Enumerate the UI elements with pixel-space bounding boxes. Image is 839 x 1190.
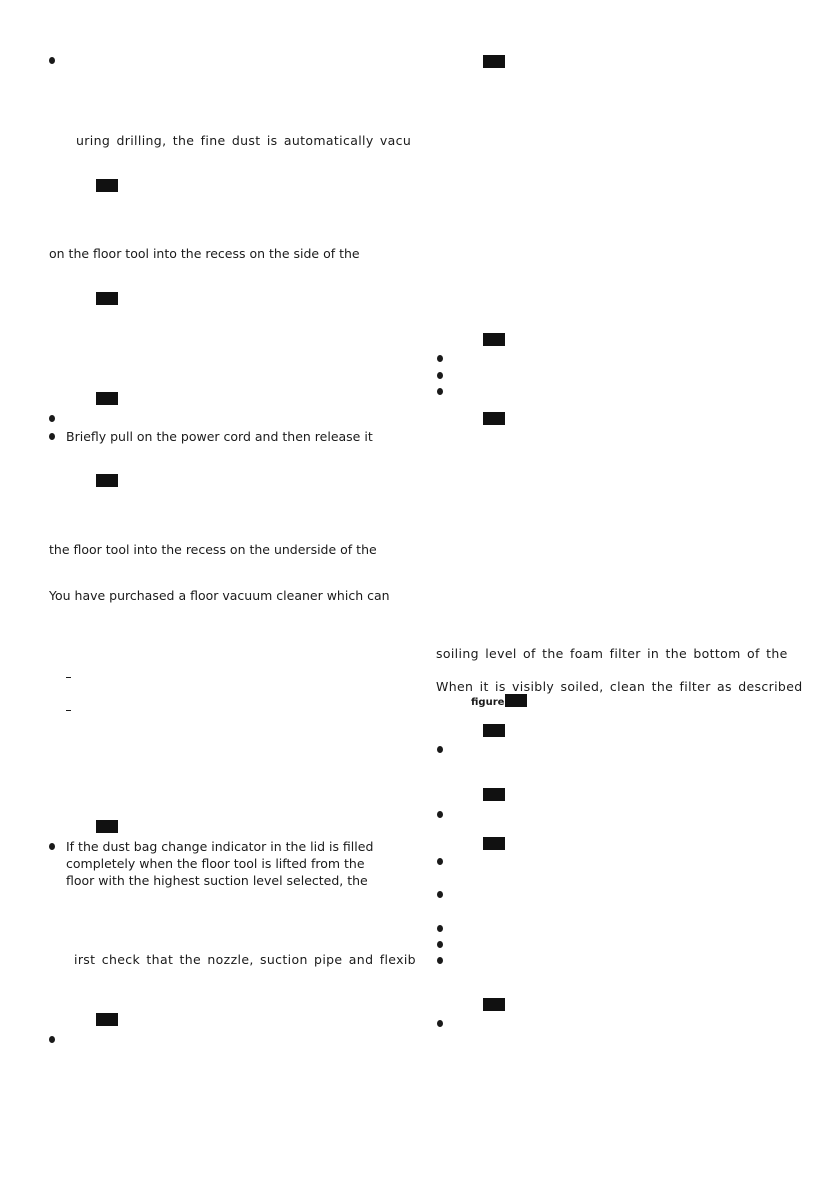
body-text-floor-tool-underside: the floor tool into the recess on the underside of the	[49, 542, 377, 557]
figure-reference-box	[96, 1013, 118, 1026]
list-item-dust-bag-line-2: completely when the floor tool is lifted from the	[66, 856, 365, 871]
bullet-marker	[437, 355, 443, 362]
bullet-marker	[437, 811, 443, 818]
list-item-dust-bag-line-1: If the dust bag change indicator in the lid is filled	[66, 839, 374, 854]
figure-reference-box	[483, 412, 505, 425]
bullet-marker	[49, 433, 55, 440]
figure-reference-box	[483, 55, 505, 68]
figure-reference-box	[483, 788, 505, 801]
bullet-marker	[437, 388, 443, 395]
body-text-drilling: uring drilling, the fine dust is automatically vacu	[76, 133, 412, 148]
bullet-marker	[437, 746, 443, 753]
body-text-floor-tool-side: on the floor tool into the recess on the side of the	[49, 246, 360, 261]
dash-marker	[66, 677, 71, 678]
figure-reference-box	[483, 998, 505, 1011]
figure-label: figure	[471, 697, 505, 708]
list-item-power-cord: Briefly pull on the power cord and then release it	[66, 429, 373, 444]
bullet-marker	[437, 1020, 443, 1027]
bullet-marker	[437, 372, 443, 379]
figure-reference-box	[483, 837, 505, 850]
dash-marker	[66, 710, 71, 711]
figure-reference-box	[96, 392, 118, 405]
figure-reference-box	[483, 724, 505, 737]
figure-reference-box	[505, 694, 527, 707]
figure-reference-box	[96, 292, 118, 305]
body-text-soiling-level: soiling level of the foam filter in the bottom of the	[436, 646, 788, 661]
figure-reference-box	[483, 333, 505, 346]
bullet-marker	[49, 843, 55, 850]
figure-reference-box	[96, 179, 118, 192]
bullet-marker	[437, 858, 443, 865]
figure-reference-box	[96, 820, 118, 833]
bullet-marker	[49, 1036, 55, 1043]
bullet-marker	[437, 891, 443, 898]
bullet-marker	[49, 57, 55, 64]
body-text-purchased: You have purchased a floor vacuum cleaner which can	[49, 588, 390, 603]
bullet-marker	[437, 941, 443, 948]
figure-reference-box	[96, 474, 118, 487]
body-text-check: irst check that the nozzle, suction pipe and flexib	[74, 952, 416, 967]
list-item-dust-bag-line-3: floor with the highest suction level selected, the	[66, 873, 368, 888]
bullet-marker	[49, 415, 55, 422]
bullet-marker	[437, 925, 443, 932]
bullet-marker	[437, 957, 443, 964]
body-text-visibly-soiled: When it is visibly soiled, clean the filter as described	[436, 679, 803, 694]
